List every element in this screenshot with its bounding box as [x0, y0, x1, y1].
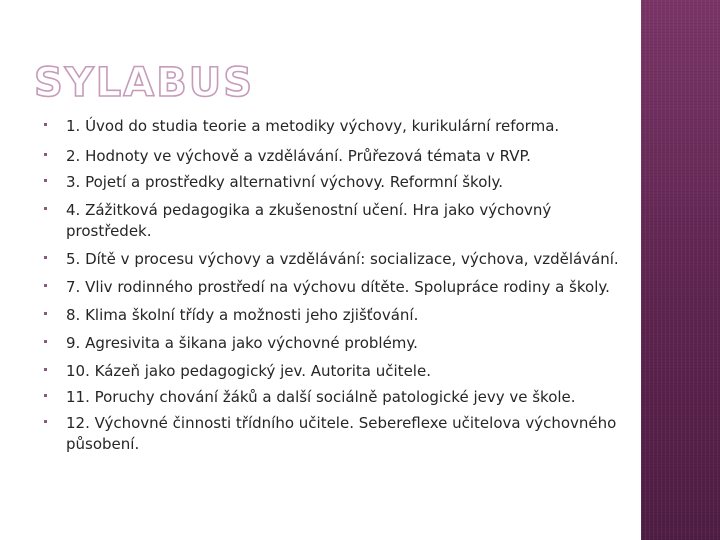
list-item-text: 5. Dítě v procesu výchovy a vzdělávání: socializace, výchova, vzdělávání.	[66, 250, 619, 268]
bullet-icon	[44, 179, 47, 182]
bullet-icon	[44, 284, 47, 287]
list-item	[44, 305, 629, 326]
bullet-icon	[44, 123, 47, 126]
list-item	[44, 200, 629, 242]
decorative-side-panel	[641, 0, 720, 540]
list-item	[44, 387, 629, 408]
list-item-text: 11. Poruchy chování žáků a další sociálně patologické jevy ve škole.	[66, 388, 576, 406]
list-item-text: 3. Pojetí a prostředky alternativní výchovy. Reformní školy.	[66, 173, 504, 191]
list-item-text: 4. Zážitková pedagogika a zkušenostní učení. Hra jako výchovný prostředek.	[66, 201, 552, 240]
bullet-icon	[44, 420, 47, 423]
list-item	[44, 413, 629, 455]
list-item	[44, 116, 629, 137]
list-item-text: 12. Výchovné činnosti třídního učitele. Sebereflexe učitelova výchovného působení.	[66, 414, 617, 453]
list-item-text: 1. Úvod do studia teorie a metodiky výchovy, kurikulární reforma.	[66, 117, 560, 135]
bullet-icon	[44, 340, 47, 343]
list-item	[44, 172, 629, 193]
list-item	[44, 146, 629, 167]
list-item-text: 2. Hodnoty ve výchově a vzdělávání. Průřezová témata v RVP.	[66, 147, 531, 165]
list-item	[44, 361, 629, 382]
bullet-icon	[44, 394, 47, 397]
bullet-icon	[44, 153, 47, 156]
list-item-text: 8. Klima školní třídy a možnosti jeho zjišťování.	[66, 306, 419, 324]
list-item-text: 10. Kázeň jako pedagogický jev. Autorita učitele.	[66, 362, 431, 380]
list-item-text: 9. Agresivita a šikana jako výchovné problémy.	[66, 334, 418, 352]
list-item	[44, 333, 629, 354]
syllabus-list	[44, 116, 629, 455]
list-item	[44, 277, 629, 298]
list-item	[44, 249, 629, 270]
bullet-icon	[44, 207, 47, 210]
bullet-icon	[44, 256, 47, 259]
slide-title: SYLABUS	[34, 60, 254, 106]
list-item-text: 7. Vliv rodinného prostředí na výchovu dítěte. Spolupráce rodiny a školy.	[66, 278, 610, 296]
bullet-icon	[44, 368, 47, 371]
bullet-icon	[44, 312, 47, 315]
